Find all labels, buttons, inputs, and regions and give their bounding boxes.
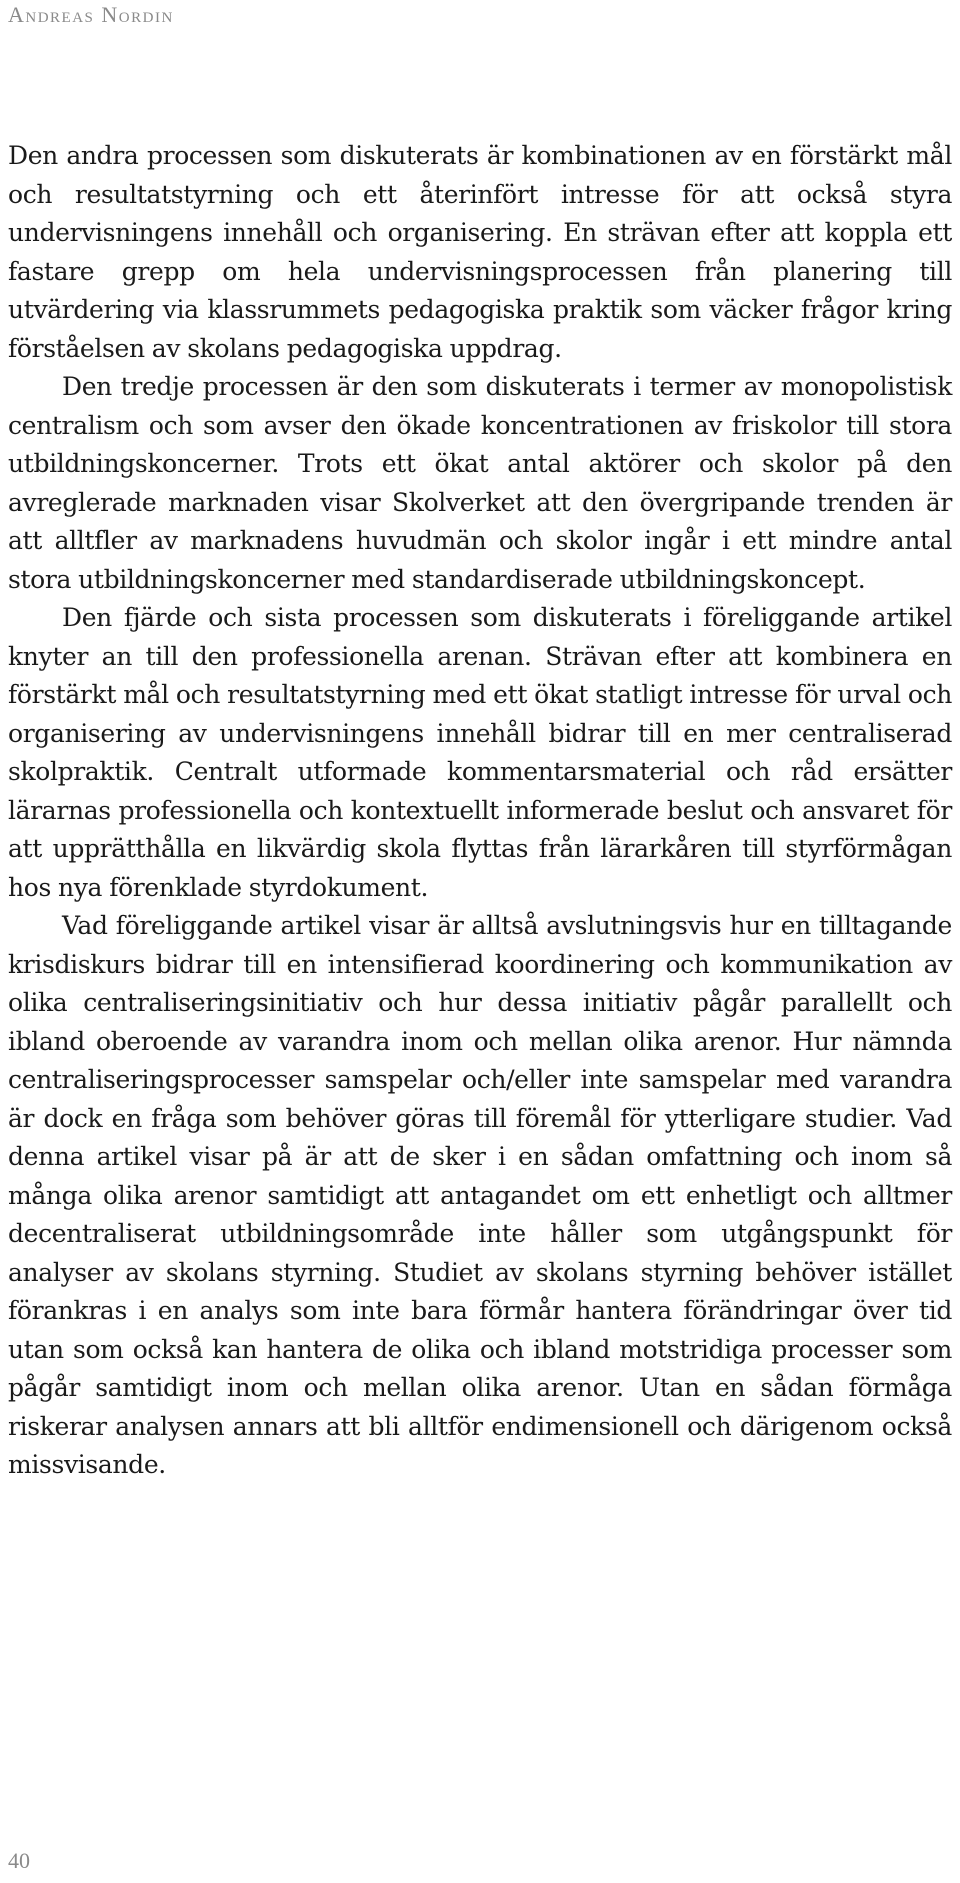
article-body [8, 137, 952, 1485]
page-number: 40 [8, 1848, 30, 1873]
paragraph-second-process: Den andra processen som diskuterats är kombinationen av en förstärkt mål och resultatstyrning och ett återinfört intresse för att också styra undervisningens innehåll och organisering. En strävan efter att koppla ett fastare grepp om hela undervisningsprocessen från planering till utvärdering via klassrummets pedagogiska praktik som väcker frågor kring förståelsen av skolans pedagogiska uppdrag. [8, 141, 952, 363]
paragraph-third-process: Den tredje processen är den som diskuterats i termer av monopolistisk centralism och som avser den ökade koncentrationen av friskolor till stora utbildningskoncerner. Trots ett ökat antal aktörer och skolor på den avreglerade marknaden visar Skolverket att den övergripande trenden är att alltfler av marknadens huvudmän och skolor ingår i ett mindre antal stora utbildningskoncerner med standardiserade utbildningskoncept. [8, 372, 952, 594]
paragraph-fourth-process: Den fjärde och sista processen som diskuterats i föreliggande artikel knyter an till den professionella arenan. Strävan efter att kombinera en förstärkt mål och resultatstyrning med ett ökat statligt intresse för urval och organisering av undervisningens innehåll bidrar till en mer centraliserad skolpraktik. Centralt utformade kommentarsmaterial och råd ersätter lärarnas professionella och kontextuellt informerade beslut och ansvaret för att upprätthålla en likvärdig skola flyttas från lärarkåren till styrförmågan hos nya förenklade styrdokument. [8, 603, 952, 902]
running-header-author: Andreas Nordin [8, 2, 174, 27]
paragraph-conclusion: Vad föreliggande artikel visar är alltså avslutningsvis hur en tilltagande krisdiskurs bidrar till en intensifierad koordinering och kommunikation av olika centraliseringsinitiativ och hur dessa initiativ pågår parallellt och ibland oberoende av varandra inom och mellan olika arenor. Hur nämnda centraliseringsprocesser samspelar och/​eller inte samspelar med varandra är dock en fråga som behöver göras till föremål för ytterligare studier. Vad denna artikel visar på är att de sker i en sådan omfattning och inom så många olika arenor samtidigt att antagandet om ett enhetligt och alltmer decentraliserat utbildningsområde inte håller som utgångspunkt för analyser av skolans styrning. Studiet av skolans styrning behöver istället förankras i en analys som inte bara förmår hantera förändringar över tid utan som också kan hantera de olika och ibland motstridiga processer som pågår samtidigt inom och mellan olika arenor. Utan en sådan förmåga riskerar analysen annars att bli alltför endimensionell och därigenom också missvisande. [8, 911, 952, 1479]
